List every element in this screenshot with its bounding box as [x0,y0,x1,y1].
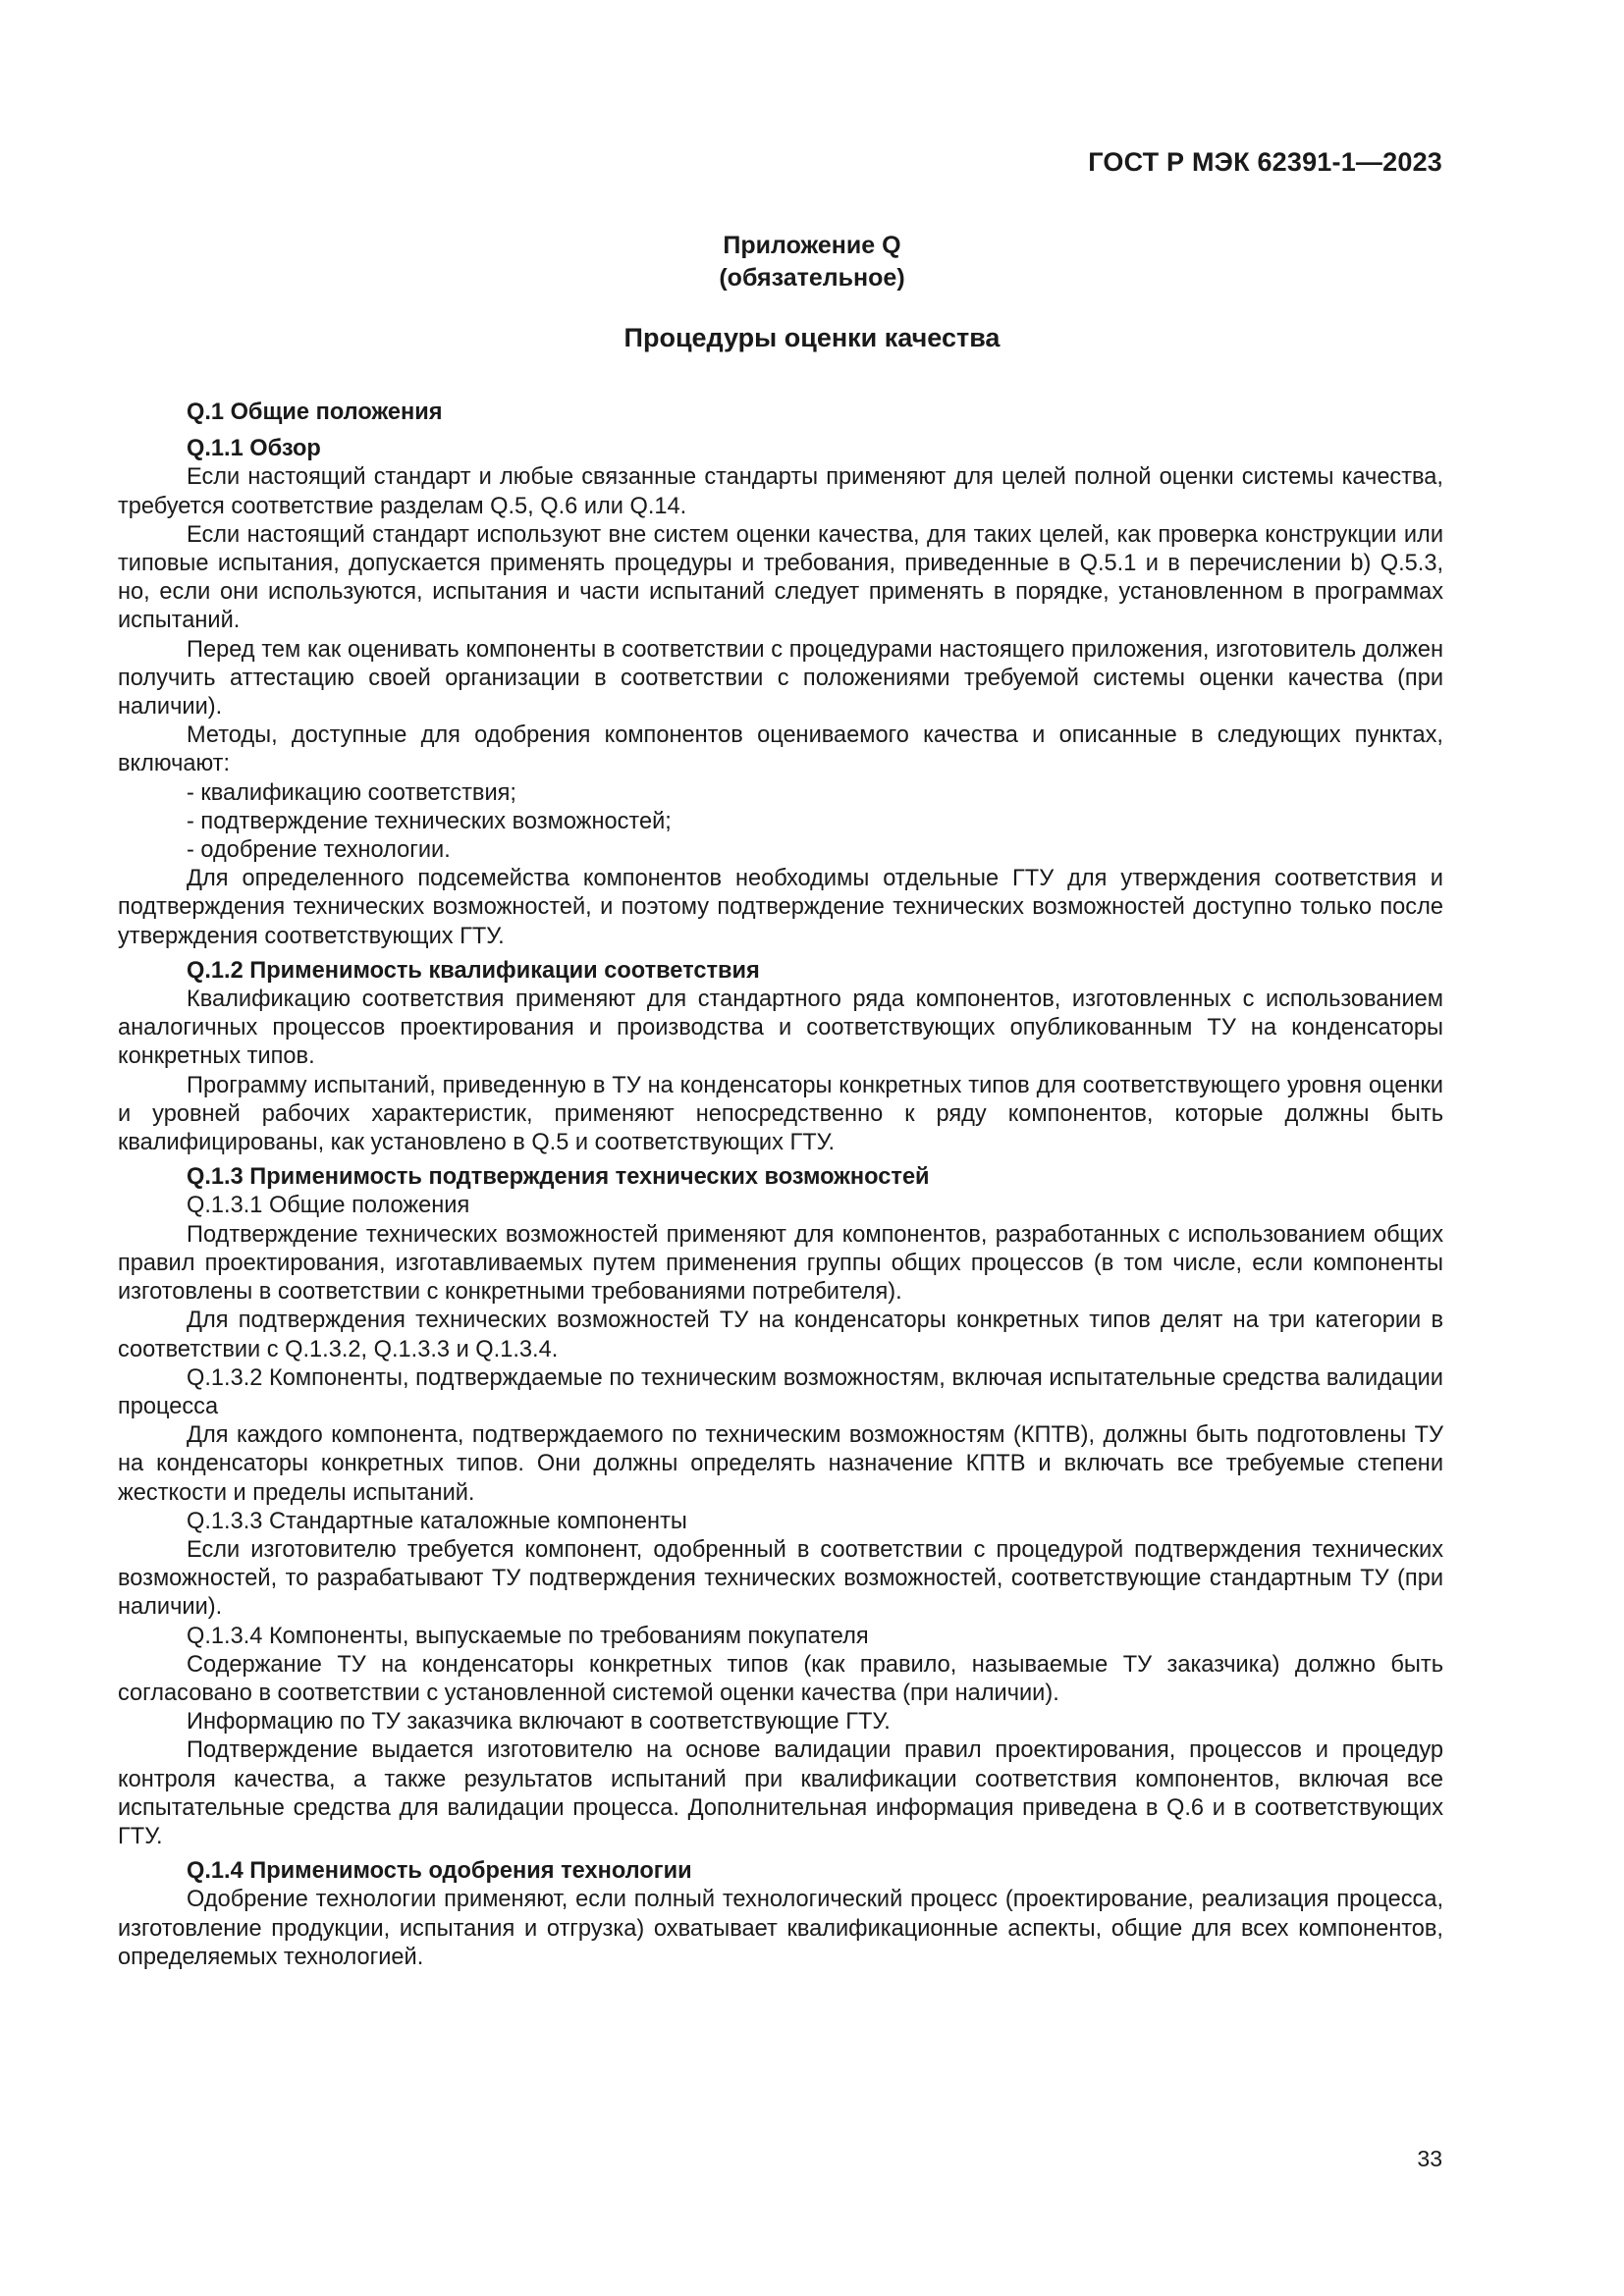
paragraph: Программу испытаний, приведенную в ТУ на конденсаторы конкретных типов для соответствующего уровня оценки и уровней рабочих характеристик, применяют непосредственно к ряду компонентов, которые должны быть квалифицированы, как установлено в Q.5 и соответствующих ГТУ. [118,1072,1443,1156]
paragraph: Q.1.3.4 Компоненты, выпускаемые по требованиям покупателя [187,1623,869,1649]
paragraph: Q.1.3.2 Компоненты, подтверждаемые по техническим возможностям, включая испытательные средства валидации процесса [118,1364,1443,1419]
paragraph: Квалификацию соответствия применяют для стандартного ряда компонентов, изготовленных с использованием аналогичных процессов проектирования и производства и соответствующих опубликованным ТУ на конденсаторы конкретных типов. [118,987,1443,1070]
paragraph: Для подтверждения технических возможностей ТУ на конденсаторы конкретных типов делят на три категории в соответствии с Q.1.3.2, Q.1.3.3 и Q.1.3.4. [118,1308,1443,1362]
paragraph: Если настоящий стандарт и любые связанные стандарты применяют для целей полной оценки системы качества, требуется соответствие разделам Q.5, Q.6 или Q.14. [118,464,1443,519]
annex-heading: Процедуры оценки качества [623,323,1001,352]
paragraph: Если изготовителю требуется компонент, одобренный в соответствии с процедурой подтверждения технических возможностей, то разрабатывают ТУ подтверждения технических возможностей, соответствующие стандартным ТУ (при наличии). [118,1536,1443,1621]
paragraph: Подтверждение выдается изготовителю на основе валидации правил проектирования, процессов и процедур контроля качества, а также результатов испытаний при квалификации соответствия компонентов, включая все испытательные средства для валидации процесса. Дополнительная информация приведена в Q.6 и в соответствующих ГТУ. [118,1737,1443,1849]
section-heading: Q.1.4 Применимость одобрения технологии [187,1858,692,1885]
section-heading: Q.1.2 Применимость квалификации соответствия [187,957,760,984]
paragraph: Содержание ТУ на конденсаторы конкретных типов (как правило, называемые ТУ заказчика) должно быть согласовано в соответствии с установленной системой оценки качества (при наличии). [118,1651,1443,1706]
paragraph: Для определенного подсемейства компонентов необходимы отдельные ГТУ для утверждения соответствия и подтверждения технических возможностей, и поэтому подтверждение технических возможностей доступно только после утверждения соответствующих ГТУ. [118,866,1443,949]
paragraph: - одобрение технологии. [187,837,451,864]
paragraph: - подтверждение технических возможностей; [187,808,672,834]
paragraph: - квалификацию соответствия; [187,779,516,806]
annex-status: (обязательное) [719,264,905,292]
paragraph: Q.1.3.1 Общие положения [187,1193,470,1219]
section-heading: Q.1 Общие положения [187,400,443,425]
paragraph: Для каждого компонента, подтверждаемого по техническим возможностям (КПТВ), должны быть подготовлены ТУ на конденсаторы конкретных типов. Они должны определять назначение КПТВ и включать все требуемые степени жесткости и пределы испытаний. [118,1422,1443,1506]
paragraph: Перед тем как оценивать компоненты в соответствии с процедурами настоящего приложения, изготовитель должен получить аттестацию своей организации в соответствии с положениями требуемой системы оценки качества (при наличии). [118,636,1443,721]
paragraph: Одобрение технологии применяют, если полный технологический процесс (проектирование, реализация процесса, изготовление продукции, испытания и отгрузка) охватывает квалификационные аспекты, общие для всех компонентов, определяемых технологией. [118,1887,1443,1970]
body-text [118,399,1443,1972]
paragraph: Если настоящий стандарт используют вне систем оценки качества, для таких целей, как проверка конструкции или типовые испытания, допускается применять процедуры и требования, приведенные в Q.5.1 и в перечислении b) Q.5.3, но, если они используются, испытания и части испытаний следует применять в порядке, установленном в программах испытаний. [118,521,1443,634]
annex-title: Приложение Q [723,232,901,259]
document-code: ГОСТ Р МЭК 62391-1—2023 [1088,147,1442,177]
section-heading: Q.1.1 Обзор [187,436,321,462]
paragraph: Информацию по ТУ заказчика включают в соответствующие ГТУ. [187,1709,891,1735]
page-number: 33 [1417,2146,1442,2171]
paragraph: Методы, доступные для одобрения компонентов оцениваемого качества и описанные в следующих пунктах, включают: [118,722,1443,777]
paragraph: Подтверждение технических возможностей применяют для компонентов, разработанных с использованием общих правил проектирования, изготавливаемых путем применения группы общих процессов (в том числе, если компоненты изготовлены в соответствии с конкретными требованиями потребителя). [118,1221,1443,1306]
section-heading: Q.1.3 Применимость подтверждения технических возможностей [187,1164,930,1191]
paragraph: Q.1.3.3 Стандартные каталожные компоненты [187,1508,687,1534]
